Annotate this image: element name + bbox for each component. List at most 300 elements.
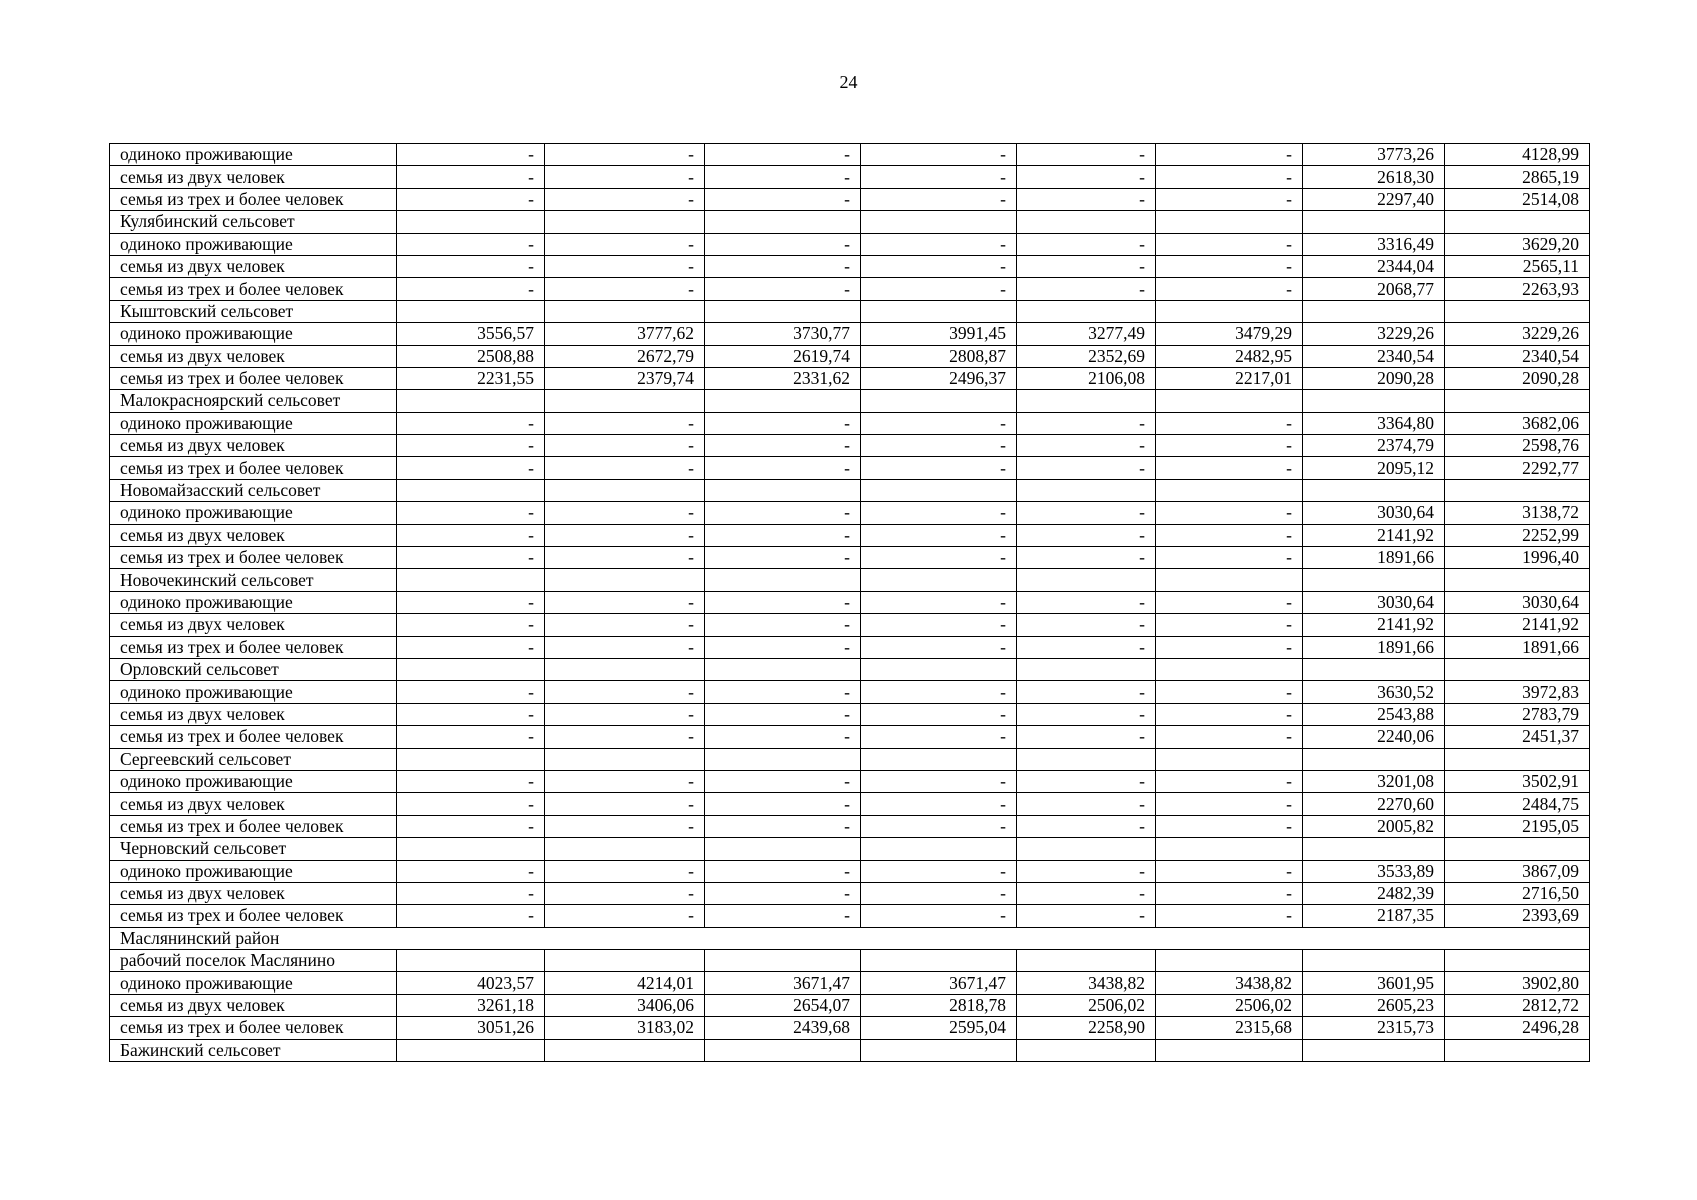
value-cell: - bbox=[705, 278, 861, 300]
value-cell: 2818,78 bbox=[861, 994, 1017, 1016]
value-cell: 3601,95 bbox=[1303, 972, 1445, 994]
value-cell: - bbox=[1017, 412, 1156, 434]
value-cell: - bbox=[1017, 860, 1156, 882]
value-cell: 2252,99 bbox=[1445, 524, 1590, 546]
value-cell: - bbox=[397, 703, 545, 725]
value-cell: 2095,12 bbox=[1303, 457, 1445, 479]
empty-cell bbox=[1445, 658, 1590, 680]
value-cell: - bbox=[1156, 793, 1303, 815]
table-row bbox=[110, 144, 1590, 166]
value-cell: 2783,79 bbox=[1445, 703, 1590, 725]
value-cell: - bbox=[1017, 636, 1156, 658]
value-cell: - bbox=[545, 882, 705, 904]
empty-cell bbox=[1156, 211, 1303, 233]
value-cell: - bbox=[705, 412, 861, 434]
row-label: семья из трех и более человек bbox=[110, 457, 397, 479]
value-cell: - bbox=[861, 524, 1017, 546]
empty-cell bbox=[861, 950, 1017, 972]
empty-cell bbox=[545, 300, 705, 322]
table-row bbox=[110, 726, 1590, 748]
value-cell: 2231,55 bbox=[397, 367, 545, 389]
empty-cell bbox=[1445, 1039, 1590, 1061]
value-cell: - bbox=[1156, 882, 1303, 904]
value-cell: - bbox=[545, 502, 705, 524]
value-cell: - bbox=[1156, 815, 1303, 837]
value-cell: - bbox=[1017, 882, 1156, 904]
value-cell: - bbox=[545, 681, 705, 703]
table-row bbox=[110, 345, 1590, 367]
empty-cell bbox=[1017, 838, 1156, 860]
empty-cell bbox=[705, 211, 861, 233]
value-cell: 3277,49 bbox=[1017, 323, 1156, 345]
value-cell: 2217,01 bbox=[1156, 367, 1303, 389]
value-cell: - bbox=[397, 681, 545, 703]
value-cell: - bbox=[705, 882, 861, 904]
value-cell: - bbox=[1017, 726, 1156, 748]
empty-cell bbox=[1156, 1039, 1303, 1061]
empty-cell bbox=[1017, 658, 1156, 680]
value-cell: - bbox=[545, 457, 705, 479]
value-cell: - bbox=[861, 882, 1017, 904]
empty-cell bbox=[1445, 211, 1590, 233]
value-cell: 3229,26 bbox=[1303, 323, 1445, 345]
value-cell: - bbox=[705, 524, 861, 546]
value-cell: - bbox=[545, 278, 705, 300]
section-heading: Кулябинский сельсовет bbox=[110, 211, 397, 233]
value-cell: - bbox=[397, 255, 545, 277]
value-cell: - bbox=[397, 547, 545, 569]
value-cell: 2068,77 bbox=[1303, 278, 1445, 300]
value-cell: 3364,80 bbox=[1303, 412, 1445, 434]
section-heading-row bbox=[110, 927, 1590, 949]
value-cell: 3229,26 bbox=[1445, 323, 1590, 345]
empty-cell bbox=[545, 950, 705, 972]
value-cell: - bbox=[545, 412, 705, 434]
value-cell: - bbox=[1156, 726, 1303, 748]
value-cell: - bbox=[1156, 770, 1303, 792]
value-cell: - bbox=[861, 793, 1017, 815]
value-cell: - bbox=[1156, 457, 1303, 479]
empty-cell bbox=[861, 211, 1017, 233]
value-cell: - bbox=[1156, 278, 1303, 300]
row-label: семья из двух человек bbox=[110, 994, 397, 1016]
value-cell: - bbox=[545, 233, 705, 255]
empty-cell bbox=[1156, 390, 1303, 412]
value-cell: - bbox=[1017, 502, 1156, 524]
row-label: семья из трех и более человек bbox=[110, 905, 397, 927]
empty-cell bbox=[1303, 300, 1445, 322]
value-cell: 2496,37 bbox=[861, 367, 1017, 389]
value-cell: - bbox=[1156, 860, 1303, 882]
value-cell: - bbox=[861, 457, 1017, 479]
empty-cell bbox=[1445, 569, 1590, 591]
empty-cell bbox=[1017, 950, 1156, 972]
value-cell: - bbox=[397, 412, 545, 434]
empty-cell bbox=[1156, 838, 1303, 860]
value-cell: - bbox=[397, 815, 545, 837]
table-row bbox=[110, 323, 1590, 345]
table-row bbox=[110, 524, 1590, 546]
empty-cell bbox=[1303, 479, 1445, 501]
value-cell: - bbox=[705, 614, 861, 636]
empty-cell bbox=[705, 479, 861, 501]
value-cell: - bbox=[545, 144, 705, 166]
empty-cell bbox=[397, 1039, 545, 1061]
empty-cell bbox=[705, 658, 861, 680]
table-row bbox=[110, 882, 1590, 904]
table-row bbox=[110, 681, 1590, 703]
empty-cell bbox=[1303, 950, 1445, 972]
value-cell: 3682,06 bbox=[1445, 412, 1590, 434]
section-heading-row bbox=[110, 479, 1590, 501]
empty-cell bbox=[1017, 479, 1156, 501]
value-cell: - bbox=[861, 703, 1017, 725]
table-row bbox=[110, 278, 1590, 300]
section-heading: Маслянинский район bbox=[110, 927, 1590, 949]
value-cell: 4128,99 bbox=[1445, 144, 1590, 166]
value-cell: 2005,82 bbox=[1303, 815, 1445, 837]
empty-cell bbox=[861, 658, 1017, 680]
value-cell: - bbox=[545, 166, 705, 188]
table-row bbox=[110, 547, 1590, 569]
value-cell: - bbox=[545, 614, 705, 636]
empty-cell bbox=[861, 390, 1017, 412]
value-cell: - bbox=[861, 144, 1017, 166]
row-label: семья из трех и более человек bbox=[110, 547, 397, 569]
empty-cell bbox=[705, 748, 861, 770]
value-cell: 2340,54 bbox=[1303, 345, 1445, 367]
empty-cell bbox=[1303, 211, 1445, 233]
value-cell: - bbox=[705, 681, 861, 703]
value-cell: 3316,49 bbox=[1303, 233, 1445, 255]
value-cell: - bbox=[1156, 614, 1303, 636]
value-cell: - bbox=[1017, 166, 1156, 188]
value-cell: - bbox=[705, 166, 861, 188]
value-cell: 2565,11 bbox=[1445, 255, 1590, 277]
empty-cell bbox=[861, 300, 1017, 322]
section-heading-row bbox=[110, 748, 1590, 770]
value-cell: 2292,77 bbox=[1445, 457, 1590, 479]
empty-cell bbox=[1156, 569, 1303, 591]
empty-cell bbox=[545, 658, 705, 680]
value-cell: - bbox=[397, 524, 545, 546]
value-cell: 3671,47 bbox=[861, 972, 1017, 994]
value-cell: 2141,92 bbox=[1303, 524, 1445, 546]
value-cell: - bbox=[397, 793, 545, 815]
value-cell: 2808,87 bbox=[861, 345, 1017, 367]
value-cell: - bbox=[545, 524, 705, 546]
value-cell: 3183,02 bbox=[545, 1017, 705, 1039]
value-cell: 1996,40 bbox=[1445, 547, 1590, 569]
table-row bbox=[110, 188, 1590, 210]
value-cell: 3777,62 bbox=[545, 323, 705, 345]
empty-cell bbox=[705, 1039, 861, 1061]
table-row bbox=[110, 502, 1590, 524]
section-heading: Новочекинский сельсовет bbox=[110, 569, 397, 591]
value-cell: - bbox=[1156, 233, 1303, 255]
value-cell: 2605,23 bbox=[1303, 994, 1445, 1016]
value-cell: 2379,74 bbox=[545, 367, 705, 389]
value-cell: - bbox=[1017, 457, 1156, 479]
page-number: 24 bbox=[839, 72, 858, 92]
value-cell: - bbox=[1156, 591, 1303, 613]
value-cell: 3991,45 bbox=[861, 323, 1017, 345]
empty-cell bbox=[861, 838, 1017, 860]
value-cell: - bbox=[705, 233, 861, 255]
value-cell: 2393,69 bbox=[1445, 905, 1590, 927]
empty-cell bbox=[705, 390, 861, 412]
value-cell: - bbox=[397, 144, 545, 166]
value-cell: - bbox=[1017, 278, 1156, 300]
value-cell: 2106,08 bbox=[1017, 367, 1156, 389]
section-heading-row bbox=[110, 1039, 1590, 1061]
value-cell: 3773,26 bbox=[1303, 144, 1445, 166]
value-cell: - bbox=[545, 435, 705, 457]
value-cell: - bbox=[861, 233, 1017, 255]
section-heading: Бажинский сельсовет bbox=[110, 1039, 397, 1061]
value-cell: 2297,40 bbox=[1303, 188, 1445, 210]
value-cell: - bbox=[1017, 524, 1156, 546]
empty-cell bbox=[1156, 748, 1303, 770]
table-row bbox=[110, 905, 1590, 927]
value-cell: 2270,60 bbox=[1303, 793, 1445, 815]
section-heading: Кыштовский сельсовет bbox=[110, 300, 397, 322]
value-cell: - bbox=[1156, 188, 1303, 210]
value-cell: 2263,93 bbox=[1445, 278, 1590, 300]
value-cell: - bbox=[705, 703, 861, 725]
value-cell: 2090,28 bbox=[1445, 367, 1590, 389]
value-cell: - bbox=[861, 905, 1017, 927]
empty-cell bbox=[1017, 211, 1156, 233]
value-cell: 2240,06 bbox=[1303, 726, 1445, 748]
value-cell: - bbox=[705, 188, 861, 210]
empty-cell bbox=[545, 211, 705, 233]
value-cell: - bbox=[1156, 905, 1303, 927]
value-cell: 2439,68 bbox=[705, 1017, 861, 1039]
value-cell: - bbox=[1017, 233, 1156, 255]
value-cell: - bbox=[545, 547, 705, 569]
empty-cell bbox=[545, 479, 705, 501]
empty-cell bbox=[1156, 479, 1303, 501]
value-cell: - bbox=[705, 502, 861, 524]
value-cell: - bbox=[1156, 547, 1303, 569]
row-label: семья из трех и более человек bbox=[110, 278, 397, 300]
value-cell: - bbox=[397, 882, 545, 904]
value-cell: - bbox=[545, 815, 705, 837]
empty-cell bbox=[397, 479, 545, 501]
value-cell: - bbox=[1156, 255, 1303, 277]
table-row bbox=[110, 793, 1590, 815]
value-cell: - bbox=[861, 278, 1017, 300]
empty-cell bbox=[1445, 950, 1590, 972]
section-heading: Орловский сельсовет bbox=[110, 658, 397, 680]
value-cell: 3902,80 bbox=[1445, 972, 1590, 994]
value-cell: - bbox=[545, 703, 705, 725]
value-cell: - bbox=[1017, 770, 1156, 792]
value-cell: 3556,57 bbox=[397, 323, 545, 345]
value-cell: - bbox=[861, 815, 1017, 837]
value-cell: 1891,66 bbox=[1303, 636, 1445, 658]
value-cell: 2595,04 bbox=[861, 1017, 1017, 1039]
table-row bbox=[110, 412, 1590, 434]
section-heading-row bbox=[110, 300, 1590, 322]
empty-cell bbox=[397, 658, 545, 680]
value-cell: - bbox=[705, 726, 861, 748]
value-cell: - bbox=[705, 547, 861, 569]
empty-cell bbox=[1156, 300, 1303, 322]
value-cell: - bbox=[705, 770, 861, 792]
value-cell: 2352,69 bbox=[1017, 345, 1156, 367]
value-cell: 4214,01 bbox=[545, 972, 705, 994]
table-row bbox=[110, 703, 1590, 725]
row-label: семья из двух человек bbox=[110, 703, 397, 725]
value-cell: - bbox=[545, 793, 705, 815]
value-cell: - bbox=[705, 435, 861, 457]
value-cell: - bbox=[861, 502, 1017, 524]
row-label: семья из двух человек bbox=[110, 793, 397, 815]
value-cell: - bbox=[1156, 502, 1303, 524]
row-label: одиноко проживающие bbox=[110, 860, 397, 882]
row-label: одиноко проживающие bbox=[110, 681, 397, 703]
value-cell: - bbox=[1156, 435, 1303, 457]
empty-cell bbox=[545, 748, 705, 770]
value-cell: 3261,18 bbox=[397, 994, 545, 1016]
section-heading: Новомайзасский сельсовет bbox=[110, 479, 397, 501]
value-cell: - bbox=[397, 166, 545, 188]
row-label: семья из двух человек bbox=[110, 614, 397, 636]
row-label: семья из двух человек bbox=[110, 255, 397, 277]
value-cell: 2258,90 bbox=[1017, 1017, 1156, 1039]
section-heading: Черновский сельсовет bbox=[110, 838, 397, 860]
value-cell: - bbox=[397, 435, 545, 457]
value-cell: 2315,68 bbox=[1156, 1017, 1303, 1039]
section-heading-row bbox=[110, 838, 1590, 860]
empty-cell bbox=[397, 569, 545, 591]
section-heading: Сергеевский сельсовет bbox=[110, 748, 397, 770]
empty-cell bbox=[545, 569, 705, 591]
value-cell: 3972,83 bbox=[1445, 681, 1590, 703]
row-label: семья из трех и более человек bbox=[110, 1017, 397, 1039]
value-cell: 3030,64 bbox=[1445, 591, 1590, 613]
value-cell: 3502,91 bbox=[1445, 770, 1590, 792]
empty-cell bbox=[1303, 838, 1445, 860]
value-cell: 2340,54 bbox=[1445, 345, 1590, 367]
table-row bbox=[110, 994, 1590, 1016]
value-cell: 1891,66 bbox=[1445, 636, 1590, 658]
value-cell: 2451,37 bbox=[1445, 726, 1590, 748]
value-cell: 2716,50 bbox=[1445, 882, 1590, 904]
value-cell: 2141,92 bbox=[1303, 614, 1445, 636]
value-cell: 3030,64 bbox=[1303, 502, 1445, 524]
value-cell: - bbox=[861, 681, 1017, 703]
value-cell: - bbox=[861, 435, 1017, 457]
value-cell: 2344,04 bbox=[1303, 255, 1445, 277]
value-cell: - bbox=[861, 255, 1017, 277]
row-label: одиноко проживающие bbox=[110, 972, 397, 994]
value-cell: - bbox=[545, 770, 705, 792]
row-label: одиноко проживающие bbox=[110, 144, 397, 166]
section-heading-row bbox=[110, 950, 1590, 972]
row-label: семья из двух человек bbox=[110, 524, 397, 546]
tariff-table bbox=[109, 143, 1590, 1062]
empty-cell bbox=[545, 838, 705, 860]
value-cell: - bbox=[545, 905, 705, 927]
value-cell: - bbox=[397, 591, 545, 613]
value-cell: 1891,66 bbox=[1303, 547, 1445, 569]
section-heading-row bbox=[110, 569, 1590, 591]
empty-cell bbox=[1445, 300, 1590, 322]
section-heading: рабочий поселок Маслянино bbox=[110, 950, 397, 972]
value-cell: - bbox=[1017, 815, 1156, 837]
empty-cell bbox=[705, 838, 861, 860]
empty-cell bbox=[861, 479, 1017, 501]
empty-cell bbox=[397, 300, 545, 322]
value-cell: 3671,47 bbox=[705, 972, 861, 994]
empty-cell bbox=[861, 569, 1017, 591]
row-label: одиноко проживающие bbox=[110, 770, 397, 792]
empty-cell bbox=[705, 569, 861, 591]
empty-cell bbox=[1017, 390, 1156, 412]
row-label: семья из двух человек bbox=[110, 166, 397, 188]
value-cell: - bbox=[545, 591, 705, 613]
value-cell: 2331,62 bbox=[705, 367, 861, 389]
value-cell: - bbox=[861, 614, 1017, 636]
value-cell: - bbox=[1156, 166, 1303, 188]
empty-cell bbox=[705, 300, 861, 322]
value-cell: - bbox=[861, 770, 1017, 792]
value-cell: 2496,28 bbox=[1445, 1017, 1590, 1039]
value-cell: 2865,19 bbox=[1445, 166, 1590, 188]
value-cell: - bbox=[705, 636, 861, 658]
empty-cell bbox=[1017, 300, 1156, 322]
row-label: семья из двух человек bbox=[110, 345, 397, 367]
value-cell: 2484,75 bbox=[1445, 793, 1590, 815]
value-cell: - bbox=[1017, 547, 1156, 569]
value-cell: 3629,20 bbox=[1445, 233, 1590, 255]
value-cell: - bbox=[397, 233, 545, 255]
value-cell: 2514,08 bbox=[1445, 188, 1590, 210]
value-cell: - bbox=[705, 815, 861, 837]
table-row bbox=[110, 367, 1590, 389]
empty-cell bbox=[1445, 748, 1590, 770]
value-cell: 3479,29 bbox=[1156, 323, 1303, 345]
table-row bbox=[110, 435, 1590, 457]
value-cell: 2543,88 bbox=[1303, 703, 1445, 725]
value-cell: - bbox=[397, 457, 545, 479]
value-cell: - bbox=[861, 412, 1017, 434]
empty-cell bbox=[397, 390, 545, 412]
value-cell: - bbox=[1017, 255, 1156, 277]
value-cell: - bbox=[397, 278, 545, 300]
value-cell: - bbox=[397, 502, 545, 524]
value-cell: - bbox=[397, 188, 545, 210]
value-cell: - bbox=[861, 591, 1017, 613]
value-cell: 4023,57 bbox=[397, 972, 545, 994]
empty-cell bbox=[1303, 390, 1445, 412]
empty-cell bbox=[1017, 748, 1156, 770]
value-cell: 2374,79 bbox=[1303, 435, 1445, 457]
value-cell: - bbox=[1017, 591, 1156, 613]
value-cell: - bbox=[397, 614, 545, 636]
value-cell: - bbox=[545, 860, 705, 882]
empty-cell bbox=[545, 1039, 705, 1061]
value-cell: - bbox=[397, 726, 545, 748]
empty-cell bbox=[1445, 390, 1590, 412]
value-cell: - bbox=[1017, 144, 1156, 166]
value-cell: 3030,64 bbox=[1303, 591, 1445, 613]
empty-cell bbox=[397, 950, 545, 972]
value-cell: - bbox=[1017, 681, 1156, 703]
